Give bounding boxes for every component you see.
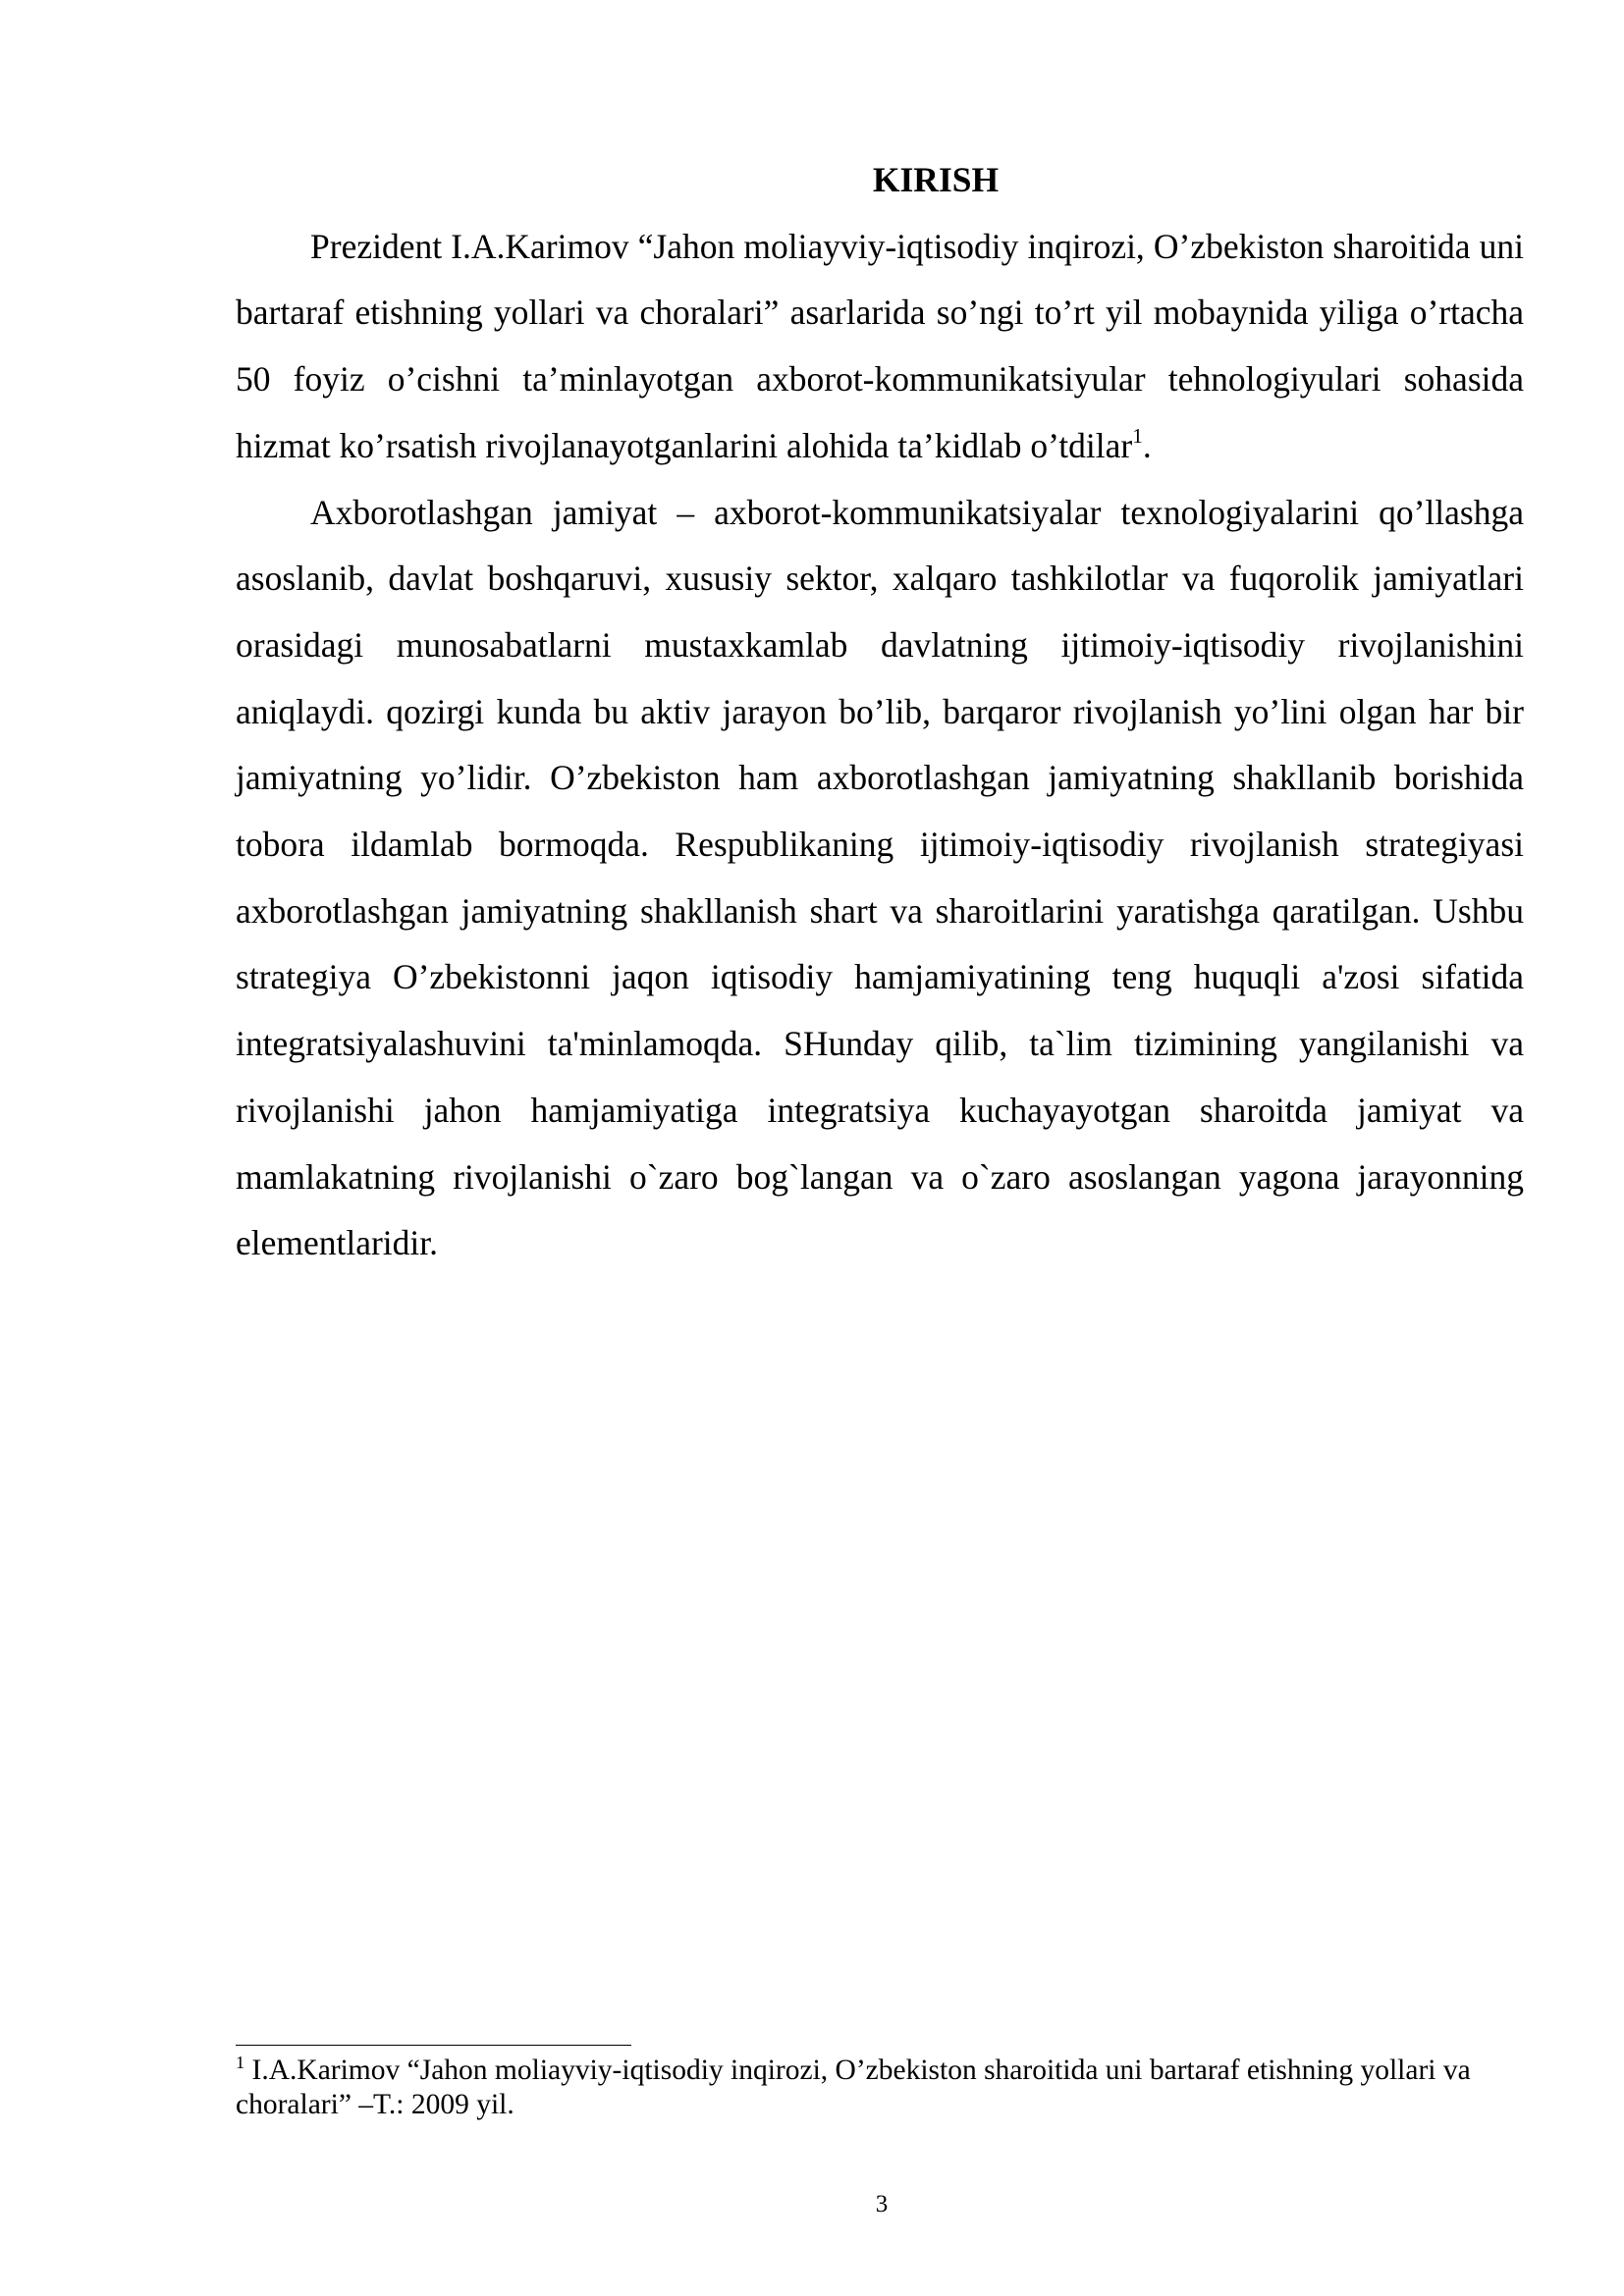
footnote-text: I.A.Karimov “Jahon moliayviy-iqtisodiy inqirozi, O’zbekiston sharoitida uni bartaraf etishning yollari va choralari” –T.: 2009 yil. — [236, 2055, 1471, 2120]
footnote — [236, 2054, 1524, 2121]
paragraph-2-text: Axborotlashgan jamiyat – axborot-kommunikatsiyalar texnologiyalarini qo’llashga asoslanib, davlat boshqaruvi, xususiy sektor, xalqaro tashkilotlar va fuqorolik jamiyatlari orasidagi munosabatlarni mustaxkamlab davlatning ijtimoiy-iqtisodiy rivojlanishini aniqlaydi. qozirgi kunda bu aktiv jarayon bo’lib, barqaror rivojlanish yo’lini olgan har bir jamiyatning yo’lidir. O’zbekiston ham axborotlashgan jamiyatning shakllanib borishida tobora ildamlab bormoqda. Respublikaning ijtimoiy-iqtisodiy rivojlanish strategiyasi axborotlashgan jamiyatning shakllanish shart va sharoitlarini yaratishga qaratilgan. Ushbu strategiya O’zbekistonni jaqon iqtisodiy hamjamiyatining teng huquqli a'zosi sifatida integratsiyalashuvini ta'minlamoqda. SHunday qilib, ta`lim tizimining yangilanishi va rivojlanishi jahon hamjamiyatiga integratsiya kuchayayotgan sharoitda jamiyat va mamlakatning rivojlanishi o`zaro bog`langan va o`zaro asoslangan yagona jarayonning elementlaridir. — [236, 492, 1524, 1263]
section-heading: KIRISH — [872, 160, 1000, 199]
paragraph-1-text: Prezident I.A.Karimov “Jahon moliayviy-iqtisodiy inqirozi, O’zbekiston sharoitida uni bartaraf etishning yollari va choralari” asarlarida so’ngi to’rt yil mobaynida yiliga o’rtacha 50 foyiz o’cishni ta’minlayotgan axborot-kommunikatsiyular tehnologiyulari sohasida hizmat ko’rsatish rivojlanayotganlarini alohida ta’kidlab o’tdilar — [236, 226, 1524, 465]
footnote-separator — [236, 2045, 631, 2046]
paragraph-1-tail: . — [1142, 425, 1152, 465]
paragraph-2 — [236, 480, 1524, 1277]
page-number: 3 — [875, 2191, 889, 2217]
body-text — [236, 147, 1524, 1277]
paragraph-1 — [236, 214, 1524, 480]
footnote-reference: 1 — [1132, 423, 1143, 448]
footnote-marker: 1 — [236, 2053, 245, 2073]
